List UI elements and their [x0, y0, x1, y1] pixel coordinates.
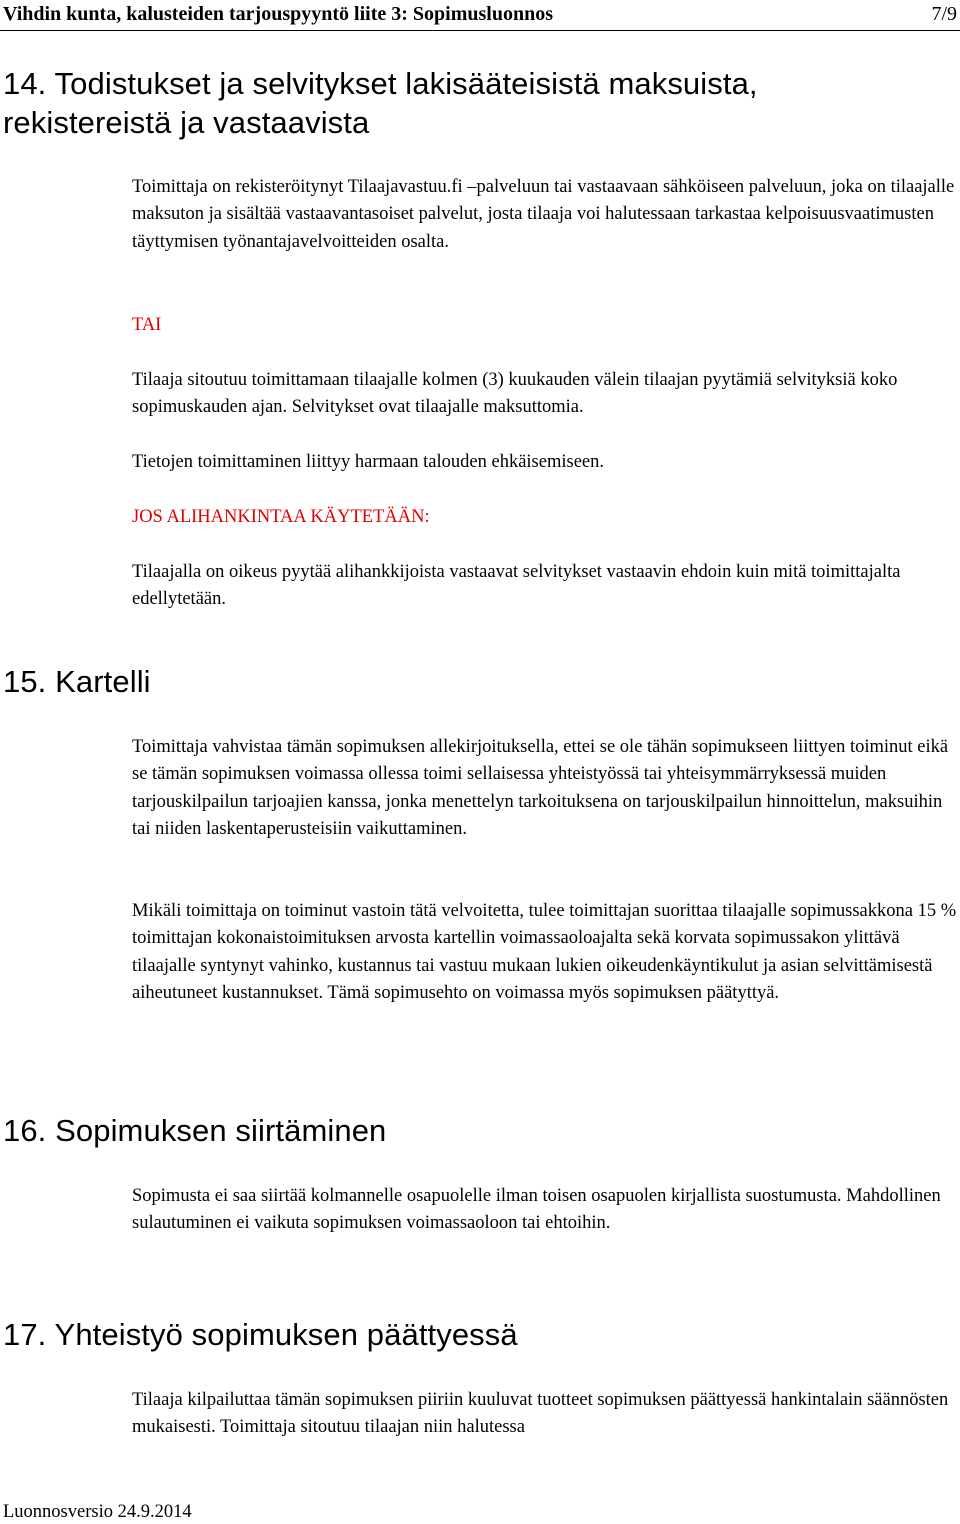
section-14-heading-line-2: rekistereistä ja vastaavista — [3, 105, 370, 140]
section-14-or-label: TAI — [132, 315, 162, 335]
page-number: 7/9 — [931, 3, 957, 25]
header-divider — [0, 30, 960, 31]
section-16-heading: 16. Sopimuksen siirtäminen — [3, 1113, 387, 1148]
section-15-paragraph-2: Mikäli toimittaja on toiminut vastoin tätä velvoitetta, tulee toimittajan suorittaa tilaajalle sopimussakkona 15 % toimittajan kokonaistoimituksen arvosta kartellin voimassaoloajalta sekä korvata sopimussakon ylittävä tilaajalle syntynyt vahinko, kustannus tai vastuu mukaan lukien oikeudenkäyntikulut ja asian selvittämisestä aiheutuneet kustannukset. Tämä sopimusehto on voimassa myös sopimuksen päätyttyä. — [132, 901, 957, 1004]
section-14-paragraph-4: Tilaajalla on oikeus pyytää alihankkijoista vastaavat selvitykset vastaavin ehdoin kuin mitä toimittajalta edellytetään. — [132, 562, 901, 610]
section-17-paragraph-1: Tilaaja kilpailuttaa tämän sopimuksen piiriin kuuluvat tuotteet sopimuksen päättyessä hankintalain säännösten mukaisesti. Toimittaja sitoutuu tilaajan niin halutessa — [132, 1390, 949, 1438]
document-title: Vihdin kunta, kalusteiden tarjouspyyntö liite 3: Sopimusluonnos — [3, 3, 553, 25]
section-15-paragraph-1: Toimittaja vahvistaa tämän sopimuksen allekirjoituksella, ettei se ole tähän sopimukseen liittyen toiminut eikä se tämän sopimuksen voimassa ollessa toimi sellaisessa yhteistyössä tai yhteisymmärryksessä muiden tarjouskilpailun tarjoajien kanssa, jonka menettelyn tarkoituksena on tarjouskilpailun hinnoittelun, maksuihin tai niiden laskentaperusteisiin vaikuttaminen. — [132, 737, 949, 840]
section-14-paragraph-1: Toimittaja on rekisteröitynyt Tilaajavastuu.fi –palveluun tai vastaavaan sähköiseen palveluun, joka on tilaajalle maksuton ja sisältää vastaavantasoiset palvelut, josta tilaaja voi halutessaan tarkastaa kelpoisuusvaatimusten täyttymisen työnantajavelvoitteiden osalta. — [132, 177, 955, 252]
section-17-heading: 17. Yhteistyö sopimuksen päättyessä — [3, 1317, 518, 1352]
section-14-subcontract-label: JOS ALIHANKINTAA KÄYTETÄÄN: — [132, 507, 430, 527]
footer-version: Luonnosversio 24.9.2014 — [3, 1502, 192, 1522]
section-15-heading: 15. Kartelli — [3, 664, 151, 699]
section-14-paragraph-2: Tilaaja sitoutuu toimittamaan tilaajalle kolmen (3) kuukauden välein tilaajan pyytämiä selvityksiä koko sopimuskauden ajan. Selvitykset ovat tilaajalle maksuttomia. — [132, 370, 898, 418]
section-16-paragraph-1: Sopimusta ei saa siirtää kolmannelle osapuolelle ilman toisen osapuolen kirjallista suostumusta. Mahdollinen sulautuminen ei vaikuta sopimuksen voimassaoloon tai ehtoihin. — [132, 1186, 941, 1234]
section-14-heading-line-1: 14. Todistukset ja selvitykset lakisääteisistä maksuista, — [3, 66, 758, 101]
page-header — [3, 1, 957, 27]
section-14-paragraph-3: Tietojen toimittaminen liittyy harmaan talouden ehkäisemiseen. — [132, 452, 604, 472]
